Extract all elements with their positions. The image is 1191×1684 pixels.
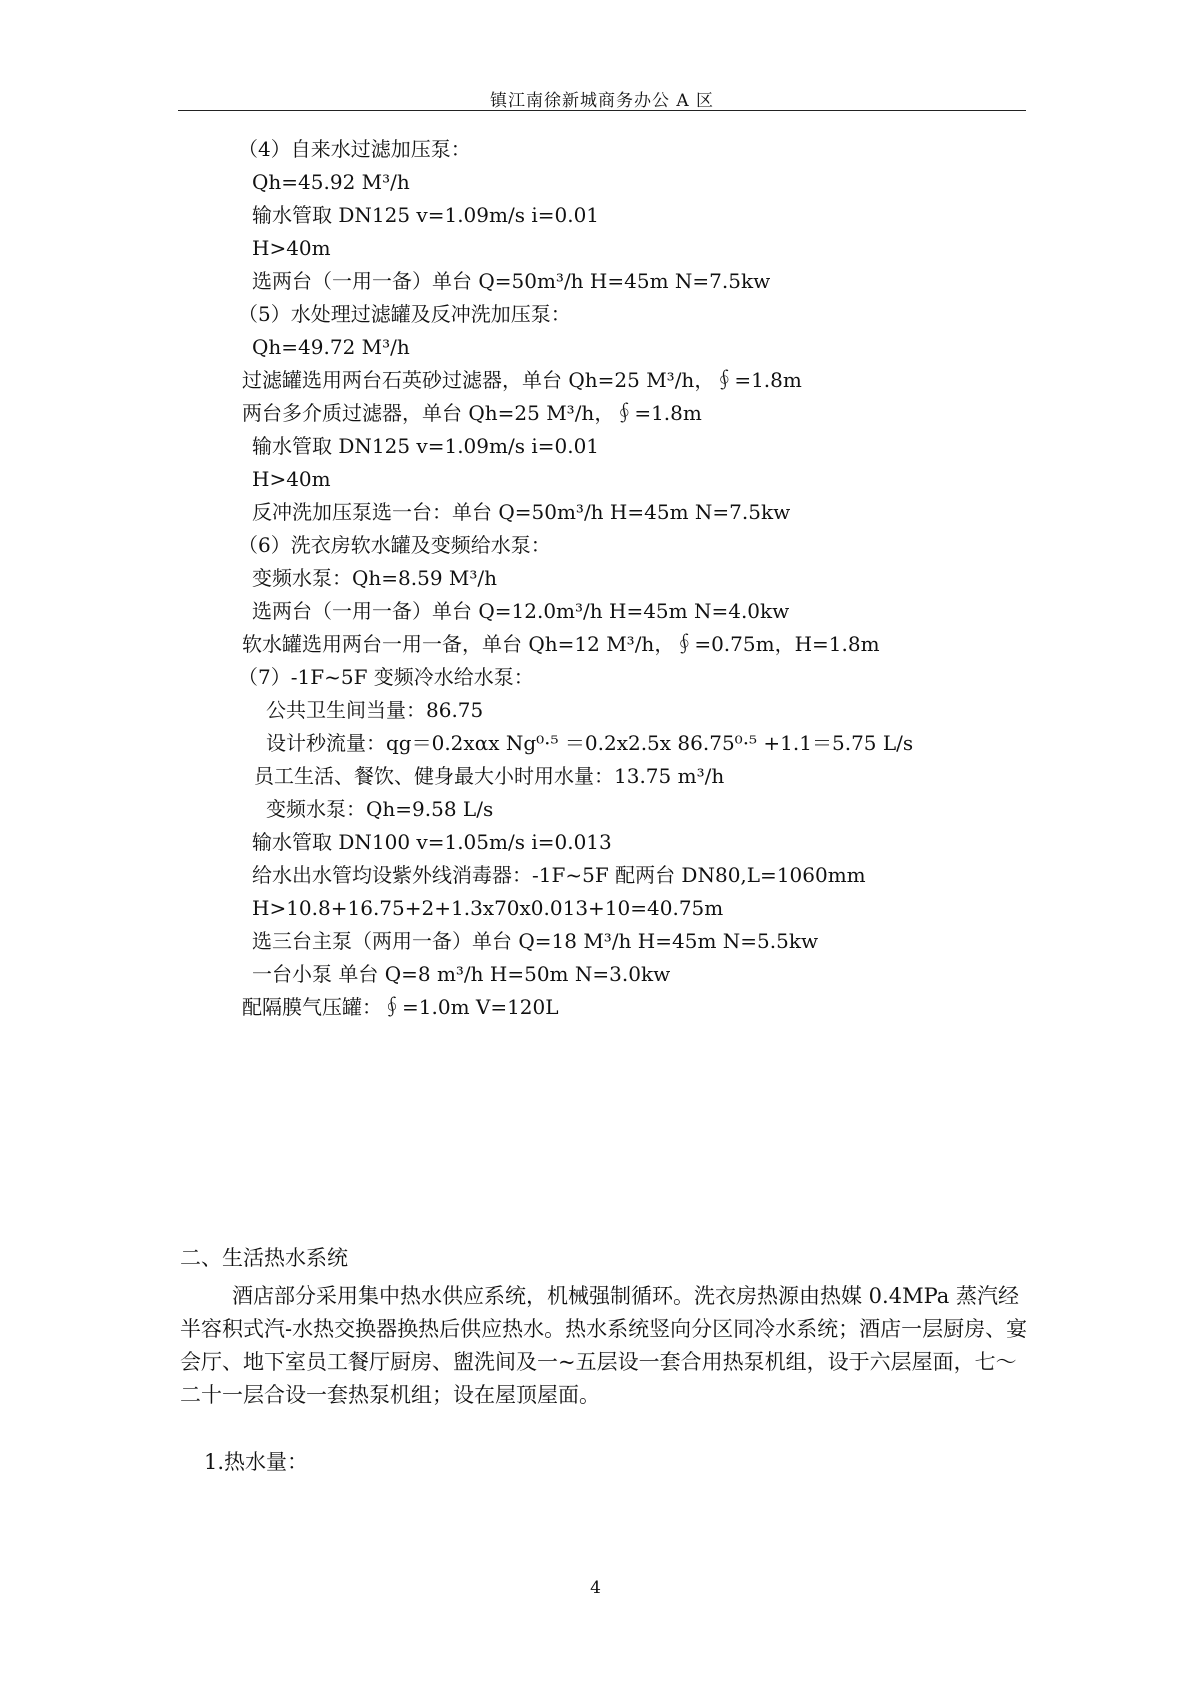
calc-line: 选三台主泵（两用一备）单台 Q=18 M³/h H=45m N=5.5kw: [252, 929, 819, 953]
calc-line: 员工生活、餐饮、健身最大小时用水量：13.75 m³/h: [254, 764, 725, 788]
calc-line: Qh=49.72 M³/h: [252, 335, 410, 359]
calc-line: 变频水泵：Qh=8.59 M³/h: [252, 566, 498, 590]
calc-line: 输水管取 DN125 v=1.09m/s i=0.01: [252, 434, 600, 458]
calc-line: H>40m: [252, 467, 331, 491]
section-paragraph: 酒店部分采用集中热水供应系统，机械强制循环。洗衣房热源由热媒 0.4MPa 蒸汽经半容积式汽-水热交换器换热后供应热水。热水系统竖向分区同冷水系统；酒店一层厨房、宴会厅、地下室员工餐厅厨房、盥洗间及一~五层设一套合用热泵机组，设于六层屋面，七～二十一层合设一套热泵机组；设在屋顶屋面。: [180, 1284, 1028, 1407]
calc-line: 输水管取 DN125 v=1.09m/s i=0.01: [252, 203, 600, 227]
calc-line: Qh=45.92 M³/h: [252, 170, 410, 194]
calc-line: 给水出水管均设紫外线消毒器：-1F~5F 配两台 DN80,L=1060mm: [252, 863, 866, 887]
calc-line: 两台多介质过滤器，单台 Qh=25 M³/h，∮=1.8m: [242, 401, 702, 425]
page-header-title: 镇江南徐新城商务办公 A 区: [489, 91, 715, 111]
calc-line: （6）洗衣房软水罐及变频给水泵：: [238, 533, 551, 557]
calc-line: 配隔膜气压罐：∮=1.0m V=120L: [242, 995, 559, 1019]
calc-line: 输水管取 DN100 v=1.05m/s i=0.013: [252, 830, 612, 854]
calc-line: （4）自来水过滤加压泵：: [238, 137, 471, 161]
page-number: 4: [590, 1578, 601, 1598]
calc-line: 软水罐选用两台一用一备，单台 Qh=12 M³/h，∮=0.75m，H=1.8m: [242, 632, 880, 656]
calc-line: 设计秒流量：qg＝0.2xαx Ng⁰·⁵ ＝0.2x2.5x 86.75⁰·⁵ +1.1＝5.75 L/s: [266, 731, 914, 755]
calc-line: H>40m: [252, 236, 331, 260]
calc-line: 过滤罐选用两台石英砂过滤器，单台 Qh=25 M³/h，∮=1.8m: [242, 368, 802, 392]
header-rule: [178, 110, 1026, 111]
calc-line: （7）-1F~5F 变频冷水给水泵：: [238, 665, 534, 689]
calc-line: 一台小泵 单台 Q=8 m³/h H=50m N=3.0kw: [252, 962, 671, 986]
calc-line: 公共卫生间当量：86.75: [266, 698, 484, 722]
calc-line: 选两台（一用一备）单台 Q=12.0m³/h H=45m N=4.0kw: [252, 599, 790, 623]
section-heading: 二、生活热水系统: [180, 1246, 348, 1270]
calc-line: （5）水处理过滤罐及反冲洗加压泵：: [238, 302, 571, 326]
calc-line: 变频水泵：Qh=9.58 L/s: [266, 797, 494, 821]
calc-line: 选两台（一用一备）单台 Q=50m³/h H=45m N=7.5kw: [252, 269, 771, 293]
calc-line: H>10.8+16.75+2+1.3x70x0.013+10=40.75m: [252, 896, 724, 920]
list-item: 1.热水量：: [204, 1450, 309, 1474]
calc-line: 反冲洗加压泵选一台：单台 Q=50m³/h H=45m N=7.5kw: [252, 500, 791, 524]
